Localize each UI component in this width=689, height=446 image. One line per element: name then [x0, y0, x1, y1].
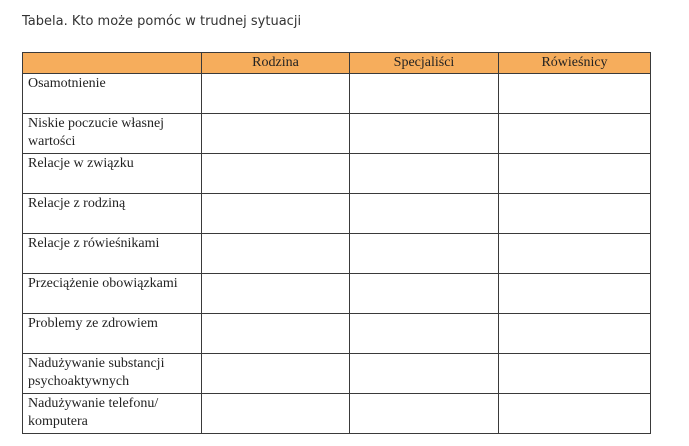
row-label: Przeciążenie obowiązkami [23, 274, 202, 314]
cell-family [202, 274, 350, 314]
row-label: Nadużywanie substancji psychoaktywnych [23, 354, 202, 394]
table-row [23, 354, 651, 394]
table-row [23, 274, 651, 314]
row-label: Problemy ze zdrowiem [23, 314, 202, 354]
row-label: Relacje w związku [23, 154, 202, 194]
cell-peers [499, 194, 651, 234]
table-row [23, 234, 651, 274]
cell-specialists [350, 274, 499, 314]
cell-peers [499, 74, 651, 114]
table-caption: Tabela. Kto może pomóc w trudnej sytuacji [22, 14, 302, 29]
cell-family [202, 394, 350, 434]
table-row [23, 74, 651, 114]
table-row [23, 194, 651, 234]
row-label: Osamotnienie [23, 74, 202, 114]
cell-family [202, 194, 350, 234]
table-row [23, 314, 651, 354]
cell-specialists [350, 114, 499, 154]
header-cell-empty [23, 53, 202, 74]
row-label: Nadużywanie telefonu/ komputera [23, 394, 202, 434]
cell-peers [499, 314, 651, 354]
cell-peers [499, 394, 651, 434]
cell-family [202, 354, 350, 394]
cell-specialists [350, 394, 499, 434]
cell-specialists [350, 354, 499, 394]
header-cell-specialists: Specjaliści [350, 53, 499, 74]
cell-specialists [350, 194, 499, 234]
cell-peers [499, 154, 651, 194]
row-label: Relacje z rodziną [23, 194, 202, 234]
help-table [22, 52, 651, 434]
cell-family [202, 114, 350, 154]
cell-specialists [350, 314, 499, 354]
cell-family [202, 314, 350, 354]
header-row [23, 53, 651, 74]
cell-specialists [350, 74, 499, 114]
cell-specialists [350, 234, 499, 274]
cell-family [202, 74, 350, 114]
table-row [23, 154, 651, 194]
cell-family [202, 234, 350, 274]
cell-specialists [350, 154, 499, 194]
cell-peers [499, 354, 651, 394]
header-cell-family: Rodzina [202, 53, 350, 74]
table-row [23, 114, 651, 154]
header-cell-peers: Rówieśnicy [499, 53, 651, 74]
cell-peers [499, 234, 651, 274]
cell-peers [499, 114, 651, 154]
table-row [23, 394, 651, 434]
row-label: Niskie poczucie własnej wartości [23, 114, 202, 154]
row-label: Relacje z rówieśnikami [23, 234, 202, 274]
cell-family [202, 154, 350, 194]
cell-peers [499, 274, 651, 314]
